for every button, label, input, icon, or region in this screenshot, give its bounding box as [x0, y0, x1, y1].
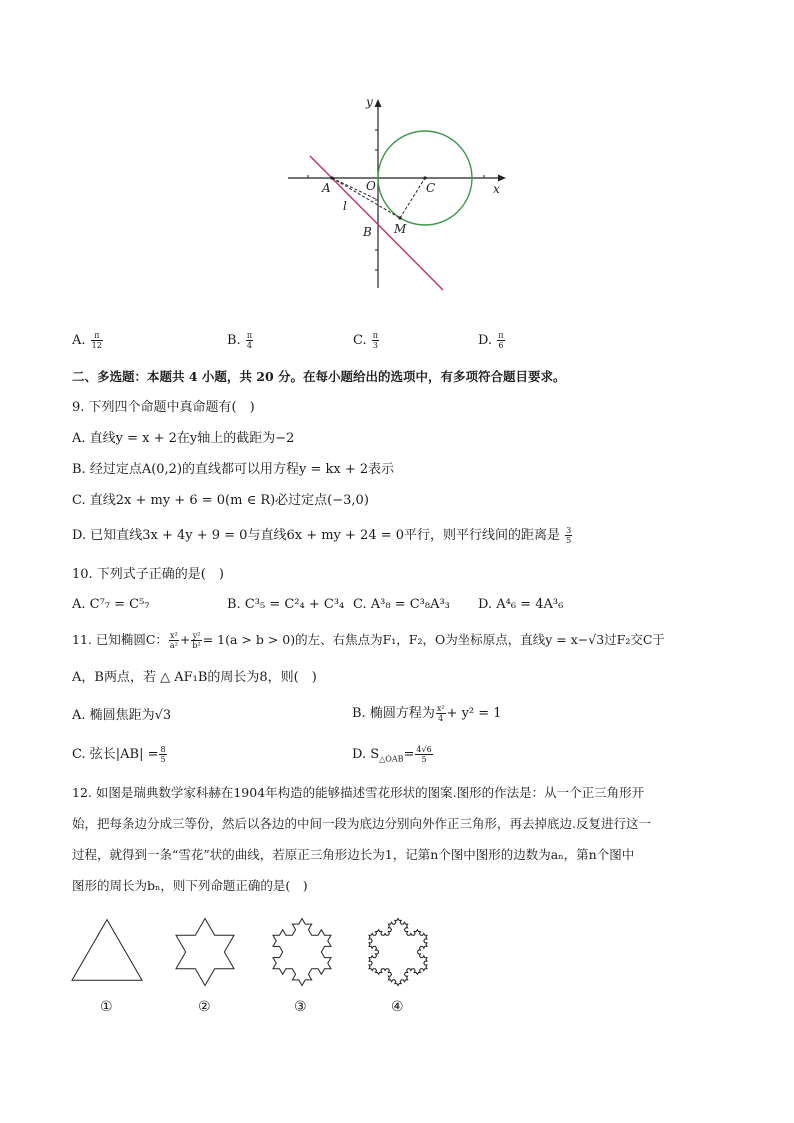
q8-option-b[interactable]: B. $\frac{\pi}{4}$ [227, 331, 253, 350]
label-point-a: A [322, 181, 331, 195]
label-point-b: B [363, 225, 372, 239]
q11-option-d[interactable]: D. $S_{\triangle OAB}=$ $\frac{4√6}{5}$ [352, 745, 432, 764]
coordinate-figure [280, 90, 520, 300]
label-x-axis: x [493, 182, 500, 196]
q9-option-d[interactable]: D. 已知直线3x + 4y + 9 = 0与直线6x + my + 24 = 0平行，则平行线间的距离是 $\frac{3}{5}$ [72, 526, 572, 545]
label-point-c: C [426, 181, 436, 195]
section2-heading: 二、多选题：本题共 4 小题，共 20 分。在每小题给出的选项中，有多项符合题目要求。 [72, 369, 566, 384]
q9-option-c[interactable]: C. 直线2x + my + 6 = 0(m ∈ R)必过定点(−3,0) [72, 493, 369, 508]
x-axis-arrow-icon [498, 175, 506, 182]
figure-label-4: ④ [391, 999, 404, 1015]
q10-option-c[interactable]: C. A³₈ = C³₈A³₃ [353, 597, 450, 612]
q12-stem-line1: 12. 如图是瑞典数学家科赫在1904年构造的能够描述雪花形状的图案.图形的作法是：从一个正三角形开 [72, 785, 645, 800]
snowflake-1 [72, 920, 142, 981]
q11-stem-line2: A，B两点，若 △ AF₁B的周长为8，则( ) [72, 670, 317, 685]
q11-option-a[interactable]: A. 椭圆焦距为√3 [72, 708, 172, 723]
q8-option-c[interactable]: C. $\frac{\pi}{3}$ [353, 331, 379, 350]
y-axis-arrow-icon [375, 99, 382, 107]
figure-label-1: ① [100, 999, 113, 1015]
q9-stem: 9. 下列四个命题中真命题有( ) [72, 400, 255, 415]
q12-stem-line2: 始，把每条边分成三等份，然后以各边的中间一段为底边分别向外作正三角形，再去掉底边.反复进行这一 [72, 816, 651, 831]
q12-stem-line4: 图形的周长为bₙ，则下列命题正确的是( ) [72, 878, 308, 893]
figure-label-2: ② [198, 999, 211, 1015]
q8-option-a[interactable]: A. $\frac{\pi}{12}$ [72, 331, 102, 350]
q11-option-b[interactable]: B. 椭圆方程为 $\frac{\text{x²}}{4}$ + y² = 1 [352, 704, 502, 723]
q12-stem-line3: 过程，就得到一条“雪花”状的曲线，若原正三角形边长为1，记第n个图中图形的边数为aₙ，第n个图中 [72, 847, 635, 862]
q10-option-d[interactable]: D. A⁴₆ = 4A³₆ [478, 597, 564, 612]
q11-option-c[interactable]: C. 弦长|AB| = $\frac{8}{5}$ [72, 745, 166, 764]
snowflake-3 [273, 919, 331, 986]
label-origin-o: O [366, 179, 376, 193]
q10-stem: 10. 下列式子正确的是( ) [72, 567, 224, 582]
label-y-axis: y [366, 95, 373, 109]
q10-option-a[interactable]: A. C⁷₇ = C⁵₇ [72, 597, 150, 612]
figure-label-3: ③ [294, 999, 307, 1015]
q10-option-b[interactable]: B. C³₅ = C²₄ + C³₄ [227, 597, 345, 612]
snowflake-2 [176, 919, 234, 986]
q9-option-a[interactable]: A. 直线y = x + 2在y轴上的截距为−2 [72, 431, 295, 446]
label-line-l: l [343, 199, 347, 213]
q9-option-b[interactable]: B. 经过定点A(0,2)的直线都可以用方程y = kx + 2表示 [72, 462, 395, 477]
dashed-mc [400, 178, 425, 218]
koch-snowflake-figures [60, 900, 460, 1000]
q8-option-d[interactable]: D. $\frac{\pi}{6}$ [478, 331, 504, 350]
label-point-m: M [394, 222, 407, 236]
snowflake-4 [369, 919, 427, 986]
q11-stem-line1: 11. 已知椭圆C： $\frac{\text{x²}}{\text{a²}}$ + $\frac{\text{y²}}{\text{b²}}$ = 1(a > b > 0)的左、右焦点为F₁，F₂，O为坐标原点，直线y = x−√3过F₂交C于 [72, 631, 665, 650]
